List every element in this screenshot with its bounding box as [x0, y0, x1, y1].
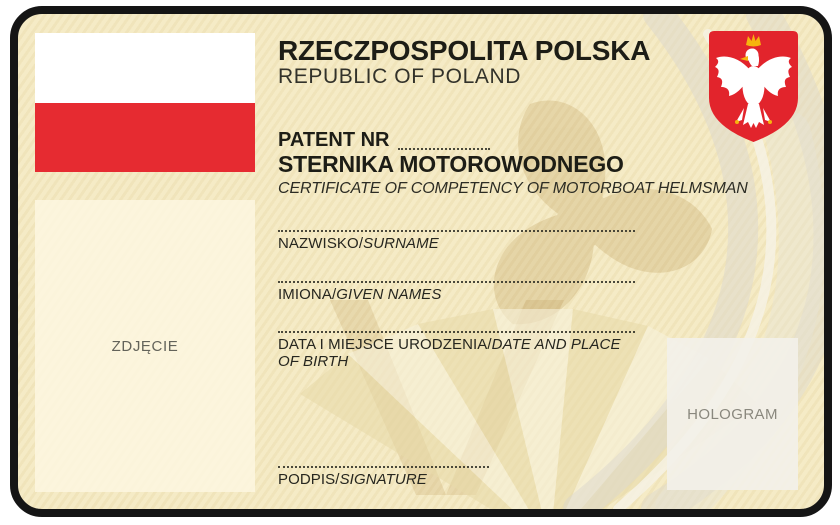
patent-number-dotted-line: [398, 131, 490, 150]
flag-red-stripe: [35, 103, 255, 172]
field-surname-label-pl: NAZWISKO: [278, 235, 359, 252]
field-surname: [278, 230, 635, 252]
country-title-en: REPUBLIC OF POLAND: [278, 65, 522, 89]
field-given-names-label-en: GIVEN NAMES: [336, 286, 442, 303]
flag-white-stripe: [35, 33, 255, 103]
field-birth-label-en: DATE AND PLACE OF BIRTH: [278, 336, 621, 370]
field-separator: /: [331, 286, 337, 303]
certificate-type-pl: STERNIKA MOTOROWODNEGO: [278, 150, 624, 177]
field-given-names-label-pl: IMIONA: [278, 286, 332, 303]
field-separator: /: [487, 336, 492, 353]
field-signature-label-en: SIGNATURE: [339, 471, 427, 488]
heading-block: [278, 36, 758, 198]
poland-coat-of-arms-icon: [706, 28, 801, 148]
patent-number-row: [278, 126, 758, 150]
certificate-type-en: CERTIFICATE OF COMPETENCY OF MOTORBOAT HELMSMAN: [278, 180, 748, 198]
country-title-pl: RZECZPOSPOLITA POLSKA: [278, 35, 651, 66]
field-birth-date-place: [278, 331, 635, 370]
field-given-names: [278, 281, 635, 303]
certificate-card: [10, 6, 832, 517]
field-surname-label-en: SURNAME: [363, 235, 439, 252]
field-separator: /: [358, 235, 364, 252]
photo-placeholder-box: [35, 200, 255, 492]
field-birth-label-pl: DATA I MIEJSCE URODZENIA: [278, 336, 488, 353]
patent-number-label: PATENT NR: [278, 128, 390, 151]
field-signature: [278, 466, 489, 488]
poland-flag-icon: [35, 33, 255, 172]
hologram-placeholder-box: [667, 338, 798, 490]
hologram-placeholder-label: HOLOGRAM: [687, 405, 778, 423]
photo-placeholder-label: ZDJĘCIE: [111, 337, 179, 355]
field-separator: /: [335, 471, 340, 488]
field-signature-label-pl: PODPIS: [278, 471, 336, 488]
